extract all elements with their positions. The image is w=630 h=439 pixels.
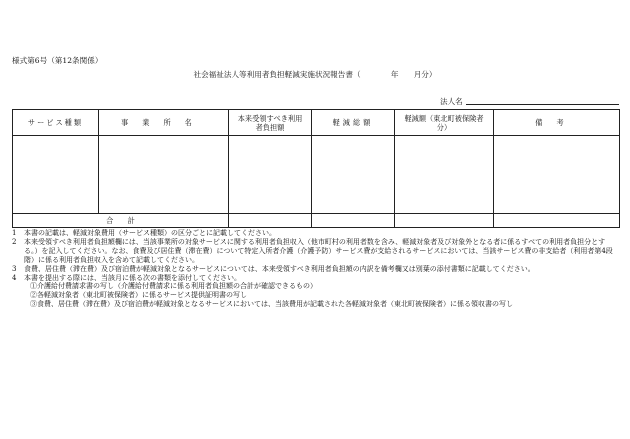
column-header-service-type: サービス種類: [13, 110, 99, 136]
office-name-cell[interactable]: [99, 136, 229, 214]
form-number: 様式第6号（第12条関係）: [12, 56, 103, 65]
total-reduction-sum-cell[interactable]: [312, 214, 395, 228]
total-remarks-cell[interactable]: [494, 214, 620, 228]
note-text: 本書を提出する際には、当該月に係る次の書類を添付してください。: [24, 273, 241, 282]
notes-section: [12, 229, 619, 309]
note-number: 3: [12, 264, 17, 273]
original-burden-cell[interactable]: [229, 136, 312, 214]
column-header-original-burden: 本来受領すべき利用者負担額: [229, 110, 312, 136]
remarks-cell[interactable]: [494, 136, 620, 214]
service-type-cell[interactable]: [13, 136, 99, 214]
reduction-amount-cell[interactable]: [395, 136, 494, 214]
note-number: 1: [12, 229, 17, 237]
attachment-item: ②各軽減対象者（東北町被保険者）に係るサービス提供証明書の写し: [30, 291, 247, 300]
total-original-burden-cell[interactable]: [229, 214, 312, 228]
column-header-office-name: 事業所名: [99, 110, 229, 136]
note-number: 4: [12, 273, 17, 282]
note-text: 食費、居住費（滞在費）及び宿泊費が軽減対象となるサービスについては、本来受領すべき利用者負担額の内訳を備考欄又は別葉の添付書類に記載してください。: [24, 264, 535, 273]
attachment-item: ③食費、居住費（滞在費）及び宿泊費が軽減対象となるサービスにおいては、当該費用が記載された各軽減対象者（東北町被保険者）に係る領収書の写し: [30, 300, 513, 309]
table-row: [13, 136, 620, 214]
note-item: [12, 238, 619, 265]
attachment-item: ①介護給付費請求書の写し（介護給付費請求に係る利用者負担額の合計が確認できるもの）: [30, 282, 317, 291]
total-reduction-cell[interactable]: [312, 136, 395, 214]
note-item: [12, 265, 619, 274]
note-number: 2: [12, 237, 17, 246]
column-header-total-reduction: 軽減総額: [312, 110, 395, 136]
corporation-name-field[interactable]: [466, 104, 619, 105]
note-text: 本来受領すべき利用者負担額欄には、当該事業所の対象サービスに関する利用者負担収入（他市町村の利用者数を含み、軽減対象者及び対象外となる者に係るすべての利用者負担分とする。）を記入してください。なお、食費及び居住費（滞在費）について特定入所者介護（介護予防）サービス費が支給されるサービスにおいては、当該サービス費の非支給者（利用者第4段階）に係る利用者負担収入を含めて記載してください。: [24, 237, 613, 264]
column-header-reduction-amount: 軽減額（東北町被保険者分）: [395, 110, 494, 136]
note-text: 本書の記載は、軽減対象費用（サービス種類）の区分ごとに記載してください。: [24, 229, 276, 237]
total-row: [13, 214, 620, 228]
total-label: 合 計: [13, 214, 229, 228]
table-header-row: [13, 110, 620, 136]
note-item: [12, 229, 619, 238]
page-title: 社会福祉法人等利用者負担軽減実施状況報告書（ 年 月分）: [193, 70, 437, 79]
total-reduction-amount-cell[interactable]: [395, 214, 494, 228]
report-table: [12, 109, 620, 228]
column-header-remarks: 備考: [494, 110, 620, 136]
corporation-label: 法人名: [440, 97, 463, 106]
